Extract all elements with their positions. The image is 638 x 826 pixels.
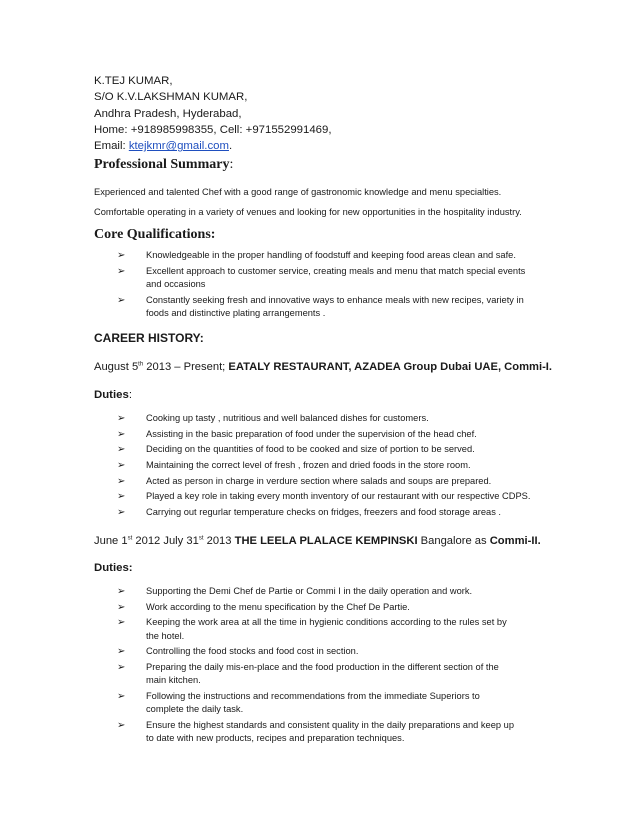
list-item: ➢ Preparing the daily mis-en-place and the food production in the different section of the main kitchen. (117, 662, 499, 686)
arrowhead-bullet-icon: ➢ (117, 444, 126, 456)
qualifications-list (117, 249, 537, 323)
contact-block (94, 73, 332, 154)
summary-heading (94, 155, 233, 173)
arrowhead-bullet-icon: ➢ (117, 265, 126, 277)
job2-employer: THE LEELA PLALACE KEMPINSKI (234, 535, 418, 547)
email-line (94, 138, 332, 154)
parent-name: S/O K.V.LAKSHMAN KUMAR, (94, 91, 248, 104)
arrowhead-bullet-icon: ➢ (117, 491, 126, 503)
arrowhead-bullet-icon: ➢ (117, 460, 126, 472)
list-item: ➢ Knowledgeable in the proper handling of foodstuff and keeping food areas clean and safe. (117, 250, 516, 261)
list-item: ➢ Constantly seeking fresh and innovative ways to enhance meals with new recipes, variety in foods and distinctive plating arrangements . (117, 294, 524, 318)
job2-duties-list (117, 585, 517, 748)
email-label: Email: (94, 140, 129, 153)
list-item: ➢ Deciding on the quantities of food to be cooked and size of portion to be served. (117, 444, 475, 456)
candidate-name: K.TEJ KUMAR, (94, 75, 173, 87)
qualifications-heading: Core Qualifications: (94, 227, 216, 242)
email-link[interactable]: ktejkmr@gmail.com (128, 140, 229, 153)
list-item: ➢ Ensure the highest standards and consistent quality in the daily preparations and keep up to date with new products, recipes and preparation techniques. (117, 720, 514, 744)
arrowhead-bullet-icon: ➢ (117, 720, 126, 732)
list-item: ➢ Following the instructions and recommendations from the immediate Superiors to complete the daily task. (117, 691, 480, 715)
arrowhead-bullet-icon: ➢ (117, 617, 126, 629)
job1-line: August 5th 2013 – Present; EATALY RESTAURANT, AZADEA Group Dubai UAE, Commi-I. (94, 361, 553, 373)
job2-position: Commi-II. (489, 535, 541, 547)
list-item: ➢ Excellent approach to customer service, creating meals and menu that match special events and occasions (117, 265, 526, 289)
job1-duties-heading: Duties: (94, 389, 132, 401)
job2-duties-heading: Duties: (94, 562, 133, 574)
summary-line: Comfortable operating in a variety of venues and looking for new opportunities in the hospitality industry. (94, 207, 522, 217)
job1-employer: EATALY RESTAURANT, AZADEA Group Dubai UAE, Commi-I. (228, 361, 553, 373)
list-item: ➢ Carrying out regurlar temperature checks on fridges, freezers and food storage areas . (117, 507, 502, 519)
career-heading: CAREER HISTORY: (94, 331, 204, 345)
summary-line: Experienced and talented Chef with a good range of gastronomic knowledge and menu specialties. (94, 187, 502, 197)
arrowhead-bullet-icon: ➢ (117, 250, 126, 261)
job2-line: June 1st 2012 July 31st 2013 THE LEELA PLALACE KEMPINSKI Bangalore as Commi-II. (94, 535, 541, 547)
arrowhead-bullet-icon: ➢ (117, 507, 126, 519)
list-item: ➢ Acted as person in charge in verdure section where salads and soups are prepared. (117, 475, 492, 487)
arrowhead-bullet-icon: ➢ (117, 601, 126, 613)
list-item: ➢ Work according to the menu specification by the Chef De Partie. (117, 601, 410, 613)
list-item: ➢ Played a key role in taking every month inventory of our restaurant with our respective CDPS. (117, 491, 531, 503)
summary-heading-text: Professional Summary (94, 157, 230, 172)
arrowhead-bullet-icon: ➢ (117, 586, 126, 597)
email-suffix: . (228, 140, 233, 153)
arrowhead-bullet-icon: ➢ (117, 646, 126, 658)
list-item: ➢ Controlling the food stocks and food cost in section. (117, 646, 359, 658)
arrowhead-bullet-icon: ➢ (117, 662, 126, 674)
arrowhead-bullet-icon: ➢ (117, 691, 126, 703)
location: Andhra Pradesh, Hyderabad, (94, 107, 242, 120)
job1-duties-list (117, 412, 547, 522)
list-item: ➢ Maintaining the correct level of fresh , frozen and dried foods in the store room. (117, 460, 471, 472)
phone-numbers: Home: +918985998355, Cell: +971552991469, (94, 123, 332, 136)
list-item: ➢ Keeping the work area at all the time in hygienic conditions according to the rules set by the hotel. (117, 617, 507, 641)
summary-heading-colon: : (229, 157, 234, 172)
arrowhead-bullet-icon: ➢ (117, 294, 126, 306)
arrowhead-bullet-icon: ➢ (117, 428, 126, 440)
arrowhead-bullet-icon: ➢ (117, 475, 126, 487)
arrowhead-bullet-icon: ➢ (117, 413, 126, 424)
list-item: ➢ Cooking up tasty , nutritious and well balanced dishes for customers. (117, 413, 429, 424)
list-item: ➢ Assisting in the basic preparation of food under the supervision of the head chef. (117, 428, 477, 440)
list-item: ➢ Supporting the Demi Chef de Partie or Commi I in the daily operation and work. (117, 586, 473, 597)
summary-body (94, 182, 522, 222)
